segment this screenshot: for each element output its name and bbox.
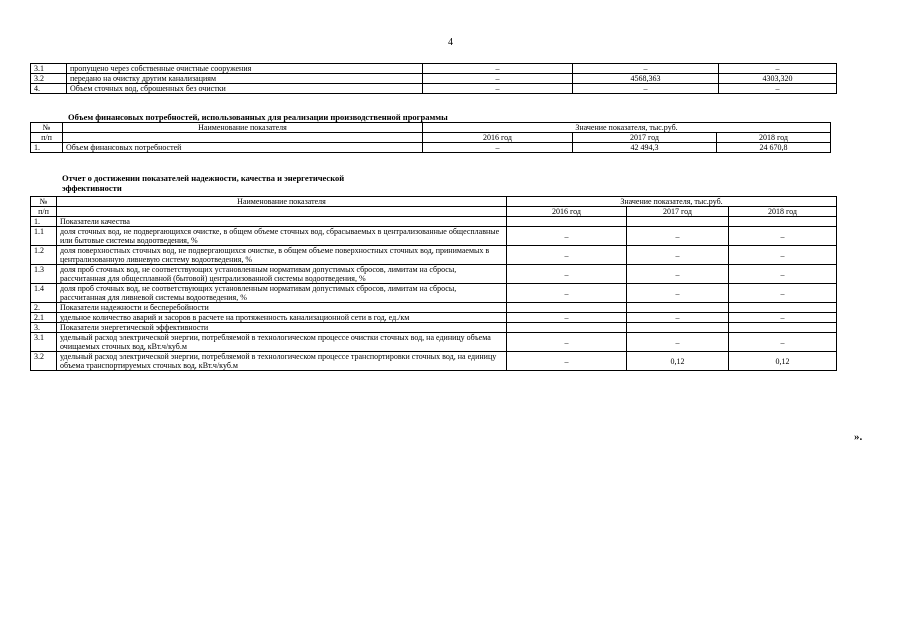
row-number: 1.2 — [31, 246, 57, 265]
value-2017: – — [627, 246, 729, 265]
indicator-name: Показатели надежности и бесперебойности — [57, 303, 507, 313]
financial-needs-title: Объем финансовых потребностей, использованных для реализации производственной программы — [68, 112, 448, 122]
row-number: 1.1 — [31, 227, 57, 246]
reliability-report-title: Отчет о достижении показателей надежности, качества и энергетической эффективности — [62, 173, 345, 193]
table-row — [31, 333, 837, 352]
table-row — [31, 64, 837, 74]
value-2018: 24 670,8 — [717, 143, 831, 153]
value-2016: – — [507, 265, 627, 284]
indicator-name: Показатели качества — [57, 217, 507, 227]
table-row — [31, 313, 837, 323]
indicator-name: доля проб сточных вод, не соответствующих установленным нормативам допустимых сбросов, лимитам на сбросы, рассчитанная для ливневой системы водоотведения, % — [57, 284, 507, 303]
table-row — [31, 246, 837, 265]
closing-quote-mark: ». — [854, 431, 863, 443]
value-2016 — [507, 217, 627, 227]
value-2018 — [729, 217, 837, 227]
table-row — [31, 217, 837, 227]
value-2016: – — [507, 333, 627, 352]
value-2016: – — [423, 143, 573, 153]
value-2018 — [729, 323, 837, 333]
indicator-name: удельное количество аварий и засоров в расчете на протяженность канализационной сети в год, ед./км — [57, 313, 507, 323]
table-row — [31, 323, 837, 333]
num-header-sub: п/п — [31, 207, 57, 217]
value-2016 — [507, 323, 627, 333]
value-2018 — [729, 303, 837, 313]
row-number: 3.1 — [31, 333, 57, 352]
page-number: 4 — [448, 37, 453, 48]
num-header-sub: п/п — [31, 133, 63, 143]
indicator-name: удельный расход электрической энергии, потребляемой в технологическом процессе транспортировки сточных вод, на единицу объема транспортируемых сточных вод, кВт.ч/куб.м — [57, 352, 507, 371]
indicator-name: передано на очистку другим канализациям — [67, 74, 423, 84]
indicator-name: Объем сточных вод, сброшенных без очистки — [67, 84, 423, 94]
reliability-indicators-table — [30, 196, 837, 371]
value-2017: – — [627, 227, 729, 246]
financial-needs-table — [30, 122, 831, 153]
indicator-name: доля проб сточных вод, не соответствующих установленным нормативам допустимых сбросов, лимитам на сбросы, рассчитанная для общесплавной (бытовой) централизованной системы водоотведения, % — [57, 265, 507, 284]
value-2017: – — [573, 64, 719, 74]
value-2018: – — [729, 265, 837, 284]
table-row — [31, 227, 837, 246]
value-2017: – — [627, 313, 729, 323]
value-2016: – — [423, 74, 573, 84]
row-number: 3.1 — [31, 64, 67, 74]
row-number: 3.2 — [31, 74, 67, 84]
row-number: 2.1 — [31, 313, 57, 323]
value-2017: – — [573, 84, 719, 94]
value-2017 — [627, 303, 729, 313]
name-header: Наименование показателя — [63, 123, 423, 133]
row-number: 4. — [31, 84, 67, 94]
value-2018: – — [729, 313, 837, 323]
row-number: 1.4 — [31, 284, 57, 303]
year-2018-header: 2018 год — [717, 133, 831, 143]
indicator-name: доля сточных вод, не подвергающихся очистке, в общем объеме сточных вод, сбрасываемых в централизованные общесплавные или бытовые системы водоотведения, % — [57, 227, 507, 246]
table-row — [31, 84, 837, 94]
value-2018: – — [729, 333, 837, 352]
indicator-name: удельный расход электрической энергии, потребляемой в технологическом процессе очистки сточных вод, на единицу объема очищаемых сточных вод, кВт.ч/куб.м — [57, 333, 507, 352]
table-row — [31, 284, 837, 303]
value-2017 — [627, 323, 729, 333]
value-header: Значение показателя, тыс.руб. — [423, 123, 831, 133]
table-row — [31, 74, 837, 84]
indicator-name: Объем финансовых потребностей — [63, 143, 423, 153]
value-2018: – — [719, 64, 837, 74]
value-2016: – — [507, 352, 627, 371]
row-number: 3. — [31, 323, 57, 333]
num-header: № — [31, 197, 57, 207]
value-2017: – — [627, 333, 729, 352]
value-2017: 4568,363 — [573, 74, 719, 84]
indicator-name: Показатели энергетической эффективности — [57, 323, 507, 333]
value-2016: – — [423, 64, 573, 74]
table-row — [31, 303, 837, 313]
year-2017-header: 2017 год — [573, 133, 717, 143]
value-2016: – — [507, 227, 627, 246]
row-number: 1. — [31, 217, 57, 227]
name-header: Наименование показателя — [57, 197, 507, 207]
row-number: 3.2 — [31, 352, 57, 371]
value-2018: – — [729, 284, 837, 303]
table-row — [31, 352, 837, 371]
row-number: 2. — [31, 303, 57, 313]
value-2018: – — [729, 246, 837, 265]
value-2017 — [627, 217, 729, 227]
value-2016 — [507, 303, 627, 313]
table-row — [31, 143, 831, 153]
value-2016: – — [507, 246, 627, 265]
value-2016: – — [507, 313, 627, 323]
year-2017-header: 2017 год — [627, 207, 729, 217]
indicator-name: доля поверхностных сточных вод, не подвергающихся очистке, в общем объеме поверхностных сточных вод, принимаемых в централизованную ливневую систему водоотведения, % — [57, 246, 507, 265]
year-2018-header: 2018 год — [729, 207, 837, 217]
value-2017: 0,12 — [627, 352, 729, 371]
year-2016-header: 2016 год — [507, 207, 627, 217]
row-number: 1. — [31, 143, 63, 153]
year-2016-header: 2016 год — [423, 133, 573, 143]
value-2018: – — [719, 84, 837, 94]
indicator-name: пропущено через собственные очистные сооружения — [67, 64, 423, 74]
value-2018: – — [729, 227, 837, 246]
value-2018: 4303,320 — [719, 74, 837, 84]
value-header: Значение показателя, тыс.руб. — [507, 197, 837, 207]
value-2016: – — [423, 84, 573, 94]
table-row — [31, 265, 837, 284]
value-2016: – — [507, 284, 627, 303]
value-2018: 0,12 — [729, 352, 837, 371]
value-2017: – — [627, 284, 729, 303]
value-2017: 42 494,3 — [573, 143, 717, 153]
water-volume-table — [30, 63, 837, 94]
row-number: 1.3 — [31, 265, 57, 284]
num-header: № — [31, 123, 63, 133]
value-2017: – — [627, 265, 729, 284]
